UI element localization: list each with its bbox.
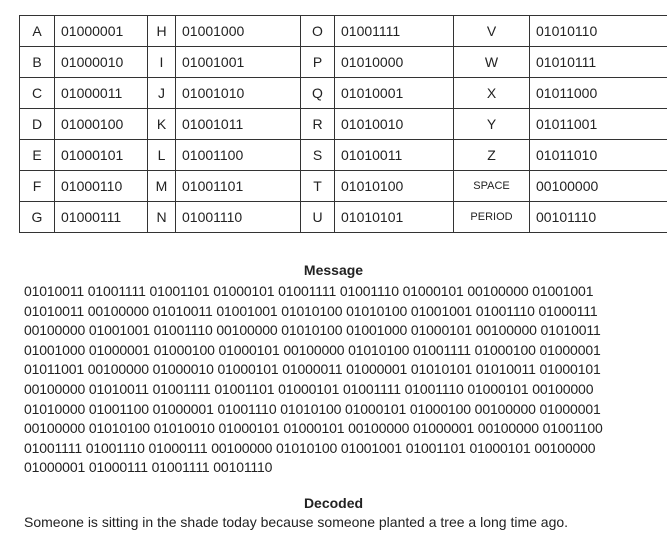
letter-cell: C [20,78,55,109]
binary-code-cell: 01010101 [335,202,454,233]
letter-cell: H [148,16,176,47]
binary-code-cell: 01010010 [335,109,454,140]
table-row [20,78,667,109]
message-line: 01011001 00100000 01000010 01000101 01000011 01000001 01010101 01010011 01000101 [24,361,601,378]
letter-cell: G [20,202,55,233]
letter-cell: Y [454,109,530,140]
binary-code-cell: 01010111 [530,47,667,78]
binary-code-cell: 01001111 [335,16,454,47]
letter-cell: B [20,47,55,78]
letter-cell: L [148,140,176,171]
letter-cell: A [20,16,55,47]
binary-code-cell: 01001100 [176,140,301,171]
binary-code-cell: 01000111 [55,202,148,233]
letter-cell: SPACE [454,171,530,202]
binary-code-table [19,15,667,233]
letter-cell: W [454,47,530,78]
decoded-title: Decoded [303,495,364,511]
binary-code-cell: 01000001 [55,16,148,47]
binary-code-cell: 01010110 [530,16,667,47]
table-row [20,16,667,47]
decoded-text: Someone is sitting in the shade today because someone planted a tree a long time ago. [24,514,569,530]
binary-code-cell: 01000011 [55,78,148,109]
letter-cell: Q [301,78,335,109]
letter-cell: I [148,47,176,78]
binary-code-cell: 00100000 [530,171,667,202]
letter-cell: K [148,109,176,140]
binary-code-cell: 01011001 [530,109,667,140]
binary-code-cell: 01001101 [176,171,301,202]
letter-cell: Z [454,140,530,171]
binary-code-cell: 01001010 [176,78,301,109]
binary-code-cell: 01010011 [335,140,454,171]
table-row [20,171,667,202]
letter-cell: M [148,171,176,202]
binary-code-cell: 01000101 [55,140,148,171]
message-line: 00100000 01010100 01010010 01000101 01000101 00100000 01000001 00100000 01001100 [24,420,603,437]
letter-cell: O [301,16,335,47]
message-line: 00100000 01010011 01001111 01001101 01000101 01001111 01001110 01000101 00100000 [24,380,594,397]
letter-cell: PERIOD [454,202,530,233]
binary-code-cell: 01001001 [176,47,301,78]
binary-code-cell: 01010100 [335,171,454,202]
message-line: 01000001 01000111 01001111 00101110 [24,459,273,476]
binary-code-cell: 01000010 [55,47,148,78]
letter-cell: D [20,109,55,140]
letter-cell: R [301,109,335,140]
message-title: Message [303,262,364,278]
binary-code-cell: 01011010 [530,140,667,171]
message-line: 00100000 01001001 01001110 00100000 01010100 01001000 01000101 00100000 01010011 [24,322,601,339]
message-line: 01010000 01001100 01000001 01001110 01010100 01000101 01000100 00100000 01000001 [24,400,601,417]
binary-code-cell: 01010000 [335,47,454,78]
message-line: 01010011 01001111 01001101 01000101 01001111 01001110 01000101 00100000 01001001 [24,283,594,299]
binary-code-cell: 01010001 [335,78,454,109]
letter-cell: T [301,171,335,202]
letter-cell: F [20,171,55,202]
letter-cell: U [301,202,335,233]
binary-code-cell: 01001000 [176,16,301,47]
letter-cell: J [148,78,176,109]
letter-cell: X [454,78,530,109]
letter-cell: N [148,202,176,233]
table-row [20,202,667,233]
table-row [20,47,667,78]
letter-cell: V [454,16,530,47]
message-line: 01001000 01000001 01000100 01000101 00100000 01010100 01001111 01000100 01000001 [24,341,601,358]
table-row [20,140,667,171]
binary-code-cell: 01001011 [176,109,301,140]
message-line: 01010011 00100000 01010011 01001001 01010100 01010100 01001001 01001110 01000111 [24,302,598,319]
binary-code-cell: 01001110 [176,202,301,233]
binary-code-cell: 00101110 [530,202,667,233]
message-line: 01001111 01001110 01000111 00100000 01010100 01001001 01001101 01000101 00100000 [24,439,596,456]
letter-cell: P [301,47,335,78]
letter-cell: E [20,140,55,171]
table-row [20,109,667,140]
binary-code-cell: 01011000 [530,78,667,109]
binary-code-cell: 01000110 [55,171,148,202]
message-binary-text [24,282,654,478]
letter-cell: S [301,140,335,171]
binary-code-cell: 01000100 [55,109,148,140]
